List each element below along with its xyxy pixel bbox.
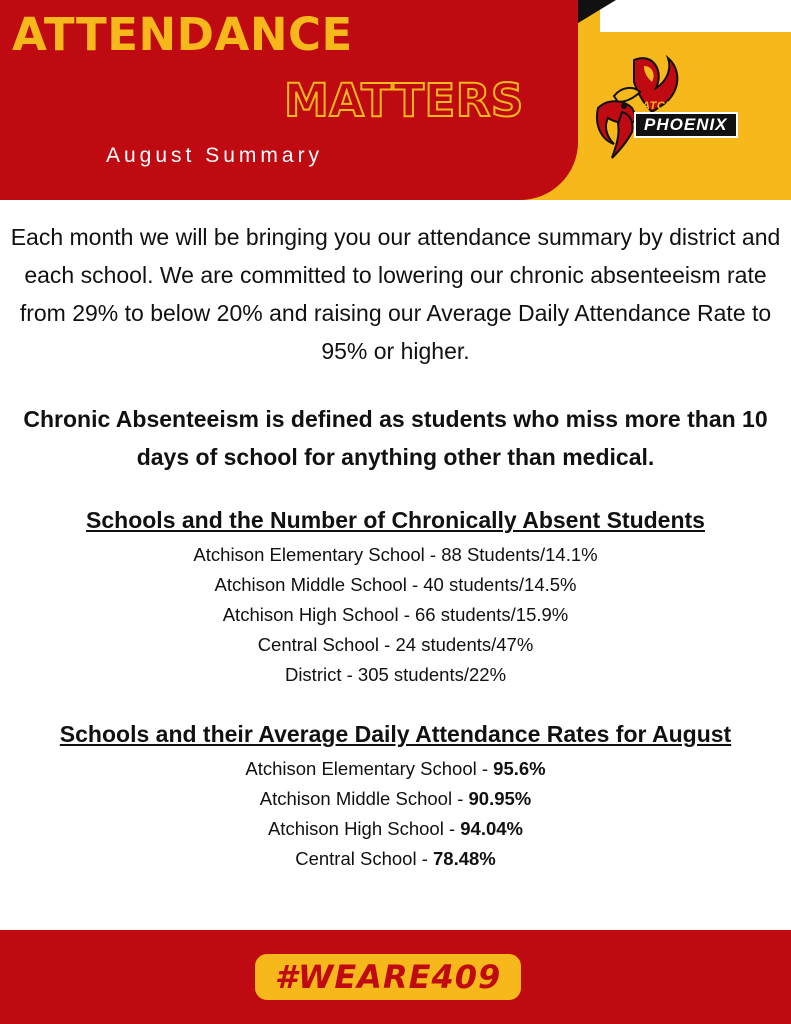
list-item <box>0 784 791 814</box>
ada-rate-value: 90.95% <box>468 788 532 809</box>
chronic-heading: Schools and the Number of Chronically Absent Students <box>86 507 705 533</box>
phoenix-logo <box>594 52 770 162</box>
ada-rate-value: 94.04% <box>460 818 524 839</box>
list-item <box>0 754 791 784</box>
title-attendance: ATTENDANCE <box>12 8 353 61</box>
ada-list <box>0 754 791 874</box>
hashtag-badge <box>255 954 521 1000</box>
footer-banner <box>0 930 791 1024</box>
subtitle: August Summary <box>106 144 324 167</box>
main-content <box>0 218 791 874</box>
ada-school-label: Central School - <box>295 848 434 869</box>
list-item: Atchison Elementary School - 88 Students/14.1% <box>193 544 598 565</box>
ada-school-label: Atchison Middle School - <box>259 788 469 809</box>
ada-heading: Schools and their Average Daily Attendance Rates for August <box>59 721 732 747</box>
logo-text-phoenix: PHOENIX <box>634 112 738 138</box>
hashtag-text: #WEARE409 <box>274 958 502 996</box>
definition-paragraph: Chronic Absenteeism is defined as students who miss more than 10 days of school for anything other than medical. <box>23 406 768 470</box>
ada-rate-value: 78.48% <box>433 848 496 869</box>
list-item <box>0 844 791 874</box>
ada-school-label: Atchison Elementary School - <box>245 758 494 779</box>
chronic-list <box>0 540 791 690</box>
logo-text-atchison: ATCHISON <box>642 100 703 112</box>
list-item: Central School - 24 students/47% <box>257 634 534 655</box>
corner-decoration <box>600 0 791 32</box>
ada-rate-value: 95.6% <box>493 758 546 779</box>
list-item: Atchison High School - 66 students/15.9% <box>222 604 569 625</box>
list-item: Atchison Middle School - 40 students/14.5% <box>214 574 577 595</box>
list-item: District - 305 students/22% <box>284 664 507 685</box>
title-matters: MATTERS <box>284 74 524 127</box>
header-banner <box>0 0 578 200</box>
list-item <box>0 814 791 844</box>
intro-paragraph: Each month we will be bringing you our attendance summary by district and each school. We are committed to lowering our chronic absenteeism rate from 29% to below 20% and raising our Average Daily Attendance Rate to 95% or higher. <box>10 224 781 364</box>
ada-school-label: Atchison High School - <box>267 818 461 839</box>
